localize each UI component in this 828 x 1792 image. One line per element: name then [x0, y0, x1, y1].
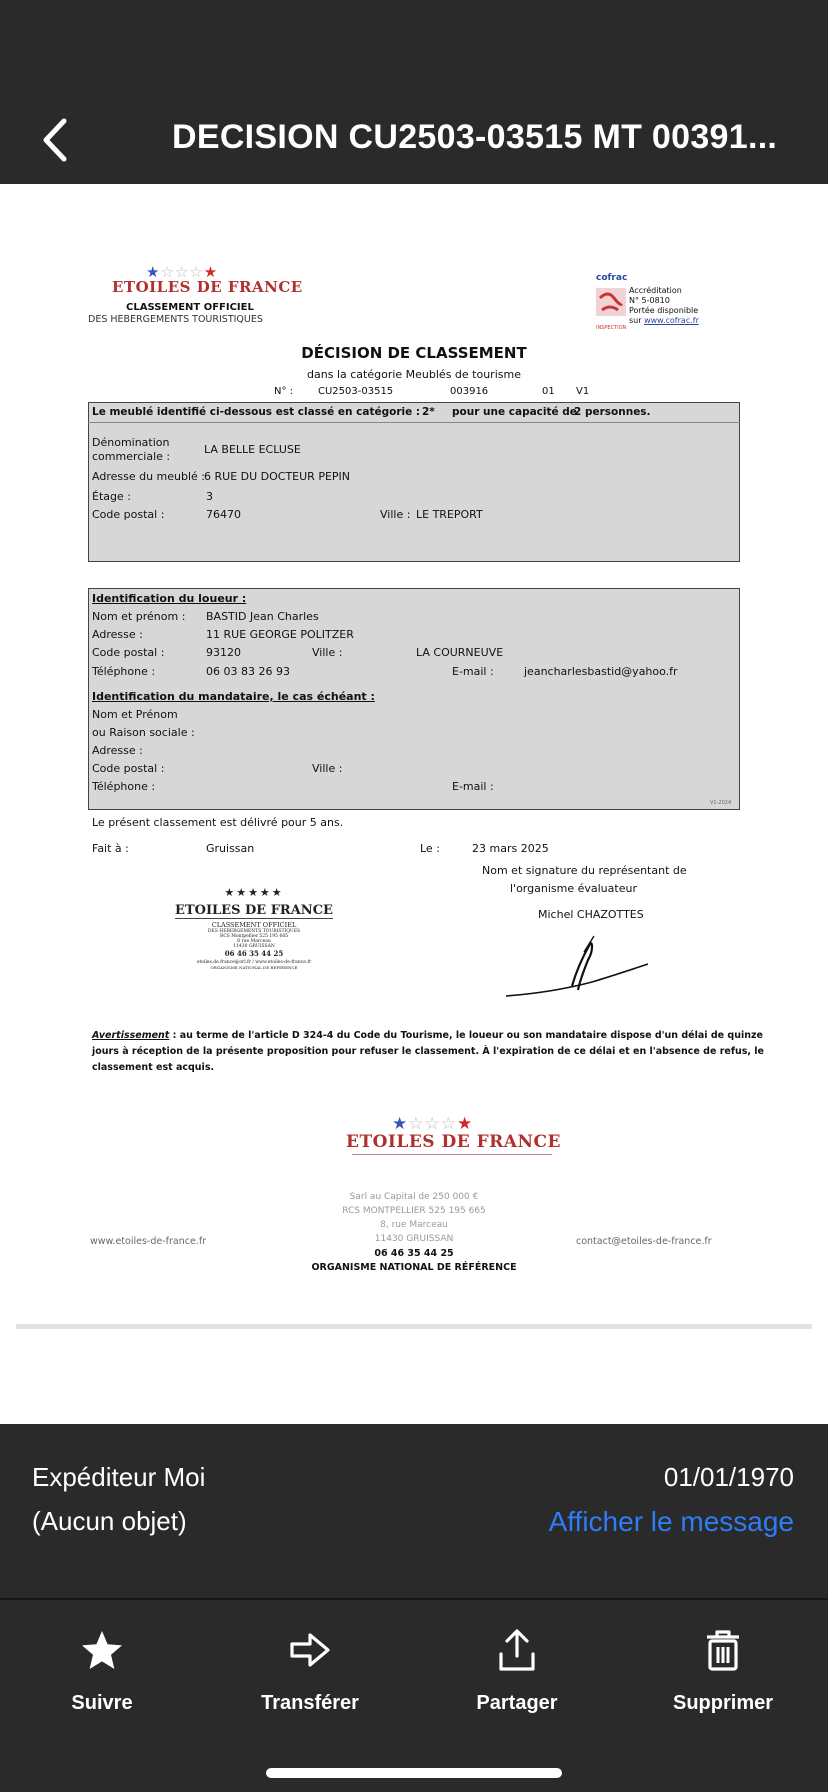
- stamp-phone: 06 46 35 44 25: [224, 949, 284, 958]
- warning-text-1: : au terme de l'article D 324-4 du Code du Tourisme, le loueur ou son mandataire dispose d'un délai de quinze: [169, 1030, 763, 1041]
- property-postal-label: Code postal :: [92, 508, 165, 521]
- denomination-label-2: commerciale :: [92, 450, 171, 463]
- date-value: 23 mars 2025: [472, 842, 549, 855]
- denomination-value: LA BELLE ECLUSE: [204, 443, 301, 456]
- owner-name-label: Nom et prénom :: [92, 610, 186, 623]
- page-title: DECISION CU2503-03515 MT 00391...: [172, 118, 778, 156]
- forward-arrow-icon: [288, 1628, 332, 1672]
- document-subtitle: dans la catégorie Meublés de tourisme: [307, 368, 521, 381]
- show-message-link[interactable]: Afficher le message: [548, 1506, 794, 1537]
- logo-title: ETOILES DE FRANCE: [112, 278, 303, 296]
- classification-capacity: 2 personnes.: [574, 406, 651, 418]
- agent-address-label: Adresse :: [92, 744, 143, 757]
- owner-phone-label: Téléphone :: [92, 665, 156, 678]
- owner-postal-label: Code postal :: [92, 646, 165, 659]
- signature-line2: l'organisme évaluateur: [510, 882, 637, 895]
- stamp-stars: ★★★★★: [224, 886, 284, 899]
- message-date: 01/01/1970: [663, 1462, 794, 1492]
- number-part-4: V1: [576, 386, 590, 397]
- company-stamp: [164, 886, 344, 970]
- stamp-title: ETOILES DE FRANCE: [175, 903, 333, 918]
- footer-city: 11430 GRUISSAN: [374, 1234, 454, 1244]
- warning-line3: classement est acquis.: [92, 1062, 215, 1073]
- stamp-line5: 11430 GRUISSAN: [233, 944, 275, 949]
- address-value: 6 RUE DU DOCTEUR PEPIN: [204, 470, 351, 483]
- share-button[interactable]: [427, 1628, 607, 1715]
- sender-text: Expéditeur Moi: [32, 1462, 206, 1492]
- cofrac-number: N° 5-0810: [629, 296, 670, 305]
- stamp-line2: DES HEBERGEMENTS TOURISTIQUES: [207, 929, 301, 934]
- owner-name-value: BASTID Jean Charles: [206, 610, 319, 623]
- follow-label: Suivre: [71, 1692, 133, 1714]
- footer-website[interactable]: www.etoiles-de-france.fr: [90, 1236, 207, 1247]
- logo-line1: CLASSEMENT OFFICIEL: [126, 302, 254, 313]
- cofrac-accreditation: Accréditation: [629, 286, 682, 295]
- footer-contact[interactable]: contact@etoiles-de-france.fr: [576, 1236, 712, 1247]
- app-header: [0, 0, 828, 184]
- stamp-line4: 8 rue Marceau: [237, 939, 271, 944]
- document-title: DÉCISION DE CLASSEMENT: [301, 344, 527, 362]
- document-viewer[interactable]: [0, 184, 828, 1424]
- stars-logo: ★☆☆☆★: [146, 263, 219, 281]
- owner-address-value: 11 RUE GEORGE POLITZER: [206, 628, 354, 641]
- signature-line1: Nom et signature du représentant de: [482, 864, 687, 877]
- number-part-1: CU2503-03515: [318, 386, 394, 397]
- message-info-bar: [0, 1424, 828, 1600]
- cofrac-scope: Portée disponible: [629, 306, 699, 315]
- chevron-left-icon: [40, 117, 70, 163]
- owner-city-value: LA COURNEUVE: [416, 646, 504, 659]
- owner-address-label: Adresse :: [92, 628, 143, 641]
- star-icon: [80, 1628, 124, 1672]
- footer-rcs: RCS MONTPELLIER 525 195 665: [342, 1206, 486, 1216]
- owner-phone-value: 06 03 83 26 93: [206, 665, 290, 678]
- classification-category: 2*: [422, 406, 435, 418]
- classification-sentence-a: Le meublé identifié ci-dessous est classé en catégorie :: [92, 406, 421, 418]
- trash-icon: [701, 1628, 745, 1672]
- footer-phone: 06 46 35 44 25: [374, 1248, 454, 1259]
- agent-city-label: Ville :: [312, 762, 343, 775]
- home-indicator[interactable]: [266, 1768, 562, 1778]
- footer-logo-title: ETOILES DE FRANCE: [346, 1132, 562, 1152]
- warning-line2: jours à réception de la présente proposition pour refuser le classement. À l'expiration de ce délai et en l'absence de refus, le: [92, 1046, 764, 1057]
- classification-sentence-b: pour une capacité de: [452, 406, 577, 418]
- delete-button[interactable]: [633, 1628, 813, 1715]
- signatory-name: Michel CHAZOTTES: [538, 908, 644, 921]
- agent-email-label: E-mail :: [452, 780, 494, 793]
- logo-line2: DES HEBERGEMENTS TOURISTIQUES: [88, 314, 263, 325]
- number-part-2: 003916: [450, 386, 489, 397]
- stamp-web: etoiles.de.france@orl.fr / www.etoiles-de-france.fr: [196, 960, 312, 965]
- property-postal-value: 76470: [206, 508, 241, 521]
- stamp-line3: RCS Montpellier 525 195 665: [219, 934, 289, 939]
- warning-line1: [92, 1030, 763, 1041]
- stamp-line6: ORGANISME NATIONAL DE REFERENCE: [210, 965, 298, 970]
- property-box-rule: [88, 422, 740, 423]
- stamp-line1: CLASSEMENT OFFICIEL: [211, 921, 297, 929]
- address-label: Adresse du meublé :: [92, 470, 206, 483]
- forward-button[interactable]: [220, 1628, 400, 1715]
- denomination-label-1: Dénomination: [92, 436, 170, 449]
- signature-drawing: [502, 930, 652, 1010]
- share-label: Partager: [476, 1692, 558, 1714]
- agent-postal-label: Code postal :: [92, 762, 165, 775]
- property-city-label: Ville :: [380, 508, 411, 521]
- cofrac-link-prefix: sur: [629, 316, 645, 325]
- owner-email-label: E-mail :: [452, 665, 494, 678]
- document-page: [16, 200, 812, 1324]
- bottom-toolbar: [0, 1600, 828, 1792]
- agent-heading: Identification du mandataire, le cas échéant :: [92, 690, 375, 703]
- place-label: Fait à :: [92, 842, 129, 855]
- number-part-3: 01: [542, 386, 555, 397]
- agent-name-label-2: ou Raison sociale :: [92, 726, 195, 739]
- owner-heading: Identification du loueur :: [92, 592, 247, 605]
- document-separator: [16, 1324, 812, 1329]
- agent-name-label-1: Nom et Prénom: [92, 708, 178, 721]
- footer-street: 8, rue Marceau: [380, 1220, 448, 1230]
- floor-value: 3: [206, 490, 213, 503]
- back-button[interactable]: [30, 112, 80, 168]
- follow-button[interactable]: [12, 1628, 192, 1715]
- owner-postal-value: 93120: [206, 646, 241, 659]
- owner-email-value[interactable]: jeancharlesbastid@yahoo.fr: [524, 665, 678, 678]
- floor-label: Étage :: [92, 490, 131, 503]
- forward-label: Transférer: [261, 1692, 359, 1714]
- date-label: Le :: [420, 842, 440, 855]
- property-city-value: LE TREPORT: [416, 508, 483, 521]
- share-icon: [495, 1628, 539, 1672]
- subject-text: (Aucun objet): [32, 1506, 187, 1536]
- footer-capital: Sarl au Capital de 250 000 €: [349, 1192, 479, 1202]
- footer-stars-logo: ★☆☆☆★: [392, 1114, 474, 1134]
- cofrac-link-line: [629, 316, 699, 326]
- warning-label: Avertissement: [92, 1030, 170, 1041]
- version-tag: V1-2024: [710, 800, 732, 806]
- footer-logo-rule: [352, 1154, 552, 1155]
- footer-org: ORGANISME NATIONAL DE RÉFÉRENCE: [311, 1262, 517, 1273]
- place-value: Gruissan: [206, 842, 255, 855]
- number-label: N° :: [274, 386, 294, 397]
- cofrac-side: INSPECTION: [596, 325, 627, 331]
- agent-phone-label: Téléphone :: [92, 780, 156, 793]
- cofrac-name: cofrac: [596, 273, 628, 283]
- validity-text: Le présent classement est délivré pour 5 ans.: [92, 816, 344, 829]
- cofrac-link[interactable]: www.cofrac.fr: [644, 316, 699, 325]
- delete-label: Supprimer: [672, 1692, 774, 1714]
- owner-city-label: Ville :: [312, 646, 343, 659]
